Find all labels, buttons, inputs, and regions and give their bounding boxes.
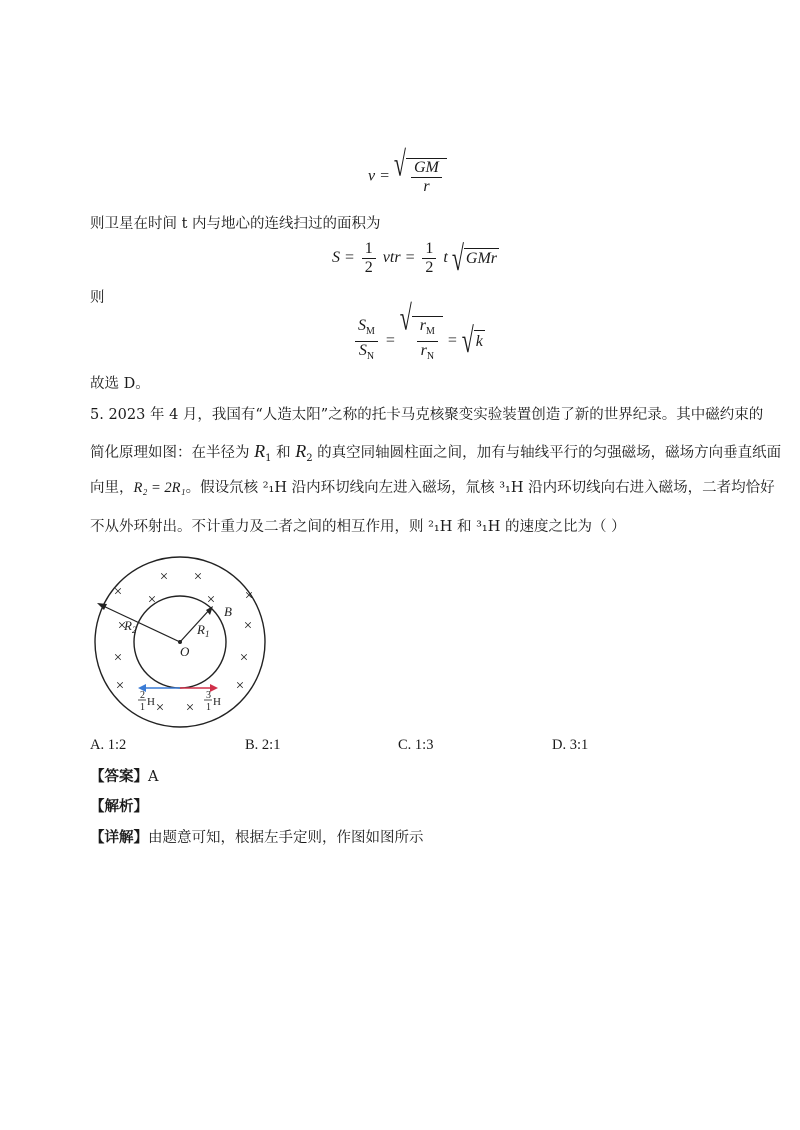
analysis-line — [90, 797, 148, 817]
label-r2: $R_2$ — [124, 618, 137, 635]
formula-s-f2-num: 1 — [422, 240, 436, 259]
question-line-1: 5. 2023 年 4 月，我国有“人造太阳”之称的托卡马克核聚变实验装置创造了新的世界纪录。其中磁约束的 — [90, 407, 764, 423]
svg-text:3: 3 — [206, 690, 211, 701]
formula-sm: S — [358, 316, 366, 334]
formula-s-t: t — [443, 249, 448, 267]
tritium-arrowhead — [210, 684, 218, 692]
deuterium-symbol: ²₁H — [262, 480, 287, 496]
sqrt-icon: √ k — [461, 320, 483, 361]
cross-mark: × — [193, 569, 203, 585]
formula-s-mid: vtr = — [382, 249, 416, 267]
option-c: C. 1:3 — [398, 737, 434, 753]
label-o: O — [180, 644, 190, 659]
question-line-2: 简化原理如图：在半径为 $R_1$ 和 $R_2$ 的真空同轴圆柱面之间，加有与轴线平行的匀强磁场，磁场方向垂直纸面 — [90, 441, 782, 464]
cross-mark: × — [185, 700, 195, 716]
formula-ratio-eq1: = — [384, 331, 396, 349]
sqrt-icon: √ $\frac{GM}{r}$ — [394, 158, 447, 196]
svg-text:H: H — [147, 696, 155, 708]
formula-v-lhs: v = — [368, 167, 390, 185]
svg-text:H: H — [213, 696, 221, 708]
option-b: B. 2:1 — [245, 737, 281, 753]
formula-ratio — [352, 297, 485, 366]
sqrt-icon: √ GMr — [451, 237, 498, 278]
detail-text: 由题意可知，根据左手定则，作图如图所示 — [148, 830, 424, 846]
svg-text:2: 2 — [140, 690, 145, 701]
radius-r2-line — [99, 604, 180, 642]
answer-value: A — [148, 769, 159, 785]
cross-mark: × — [115, 678, 125, 694]
cross-mark: × — [243, 618, 253, 634]
cross-mark: × — [113, 584, 123, 600]
formula-sn-sub: N — [366, 350, 375, 362]
formula-s-f2-den: 2 — [425, 259, 434, 276]
deuterium-label — [138, 690, 155, 713]
cross-mark: × — [147, 592, 157, 608]
r1-symbol: R — [254, 441, 266, 461]
svg-text:1: 1 — [206, 702, 211, 713]
question-line-4: 不从外环射出。不计重力及二者之间的相互作用，则 ²₁H 和 ³₁H 的速度之比为（ ） — [90, 519, 626, 535]
label-r1: $R_1$ — [197, 622, 210, 639]
cross-mark: × — [117, 618, 127, 634]
formula-rn: r — [420, 342, 427, 360]
formula-s-f1-den: 2 — [364, 259, 373, 276]
detail-tag: 【详解】 — [90, 829, 148, 846]
question-line-3: 向里，R₂ = 2R₁。假设氘核 ²₁H 沿内环切线向左进入磁场，氚核 ³₁H 沿内环切线向右进入磁场，二者均恰好 — [90, 480, 775, 496]
cross-mark: × — [239, 650, 249, 666]
label-b: B — [224, 604, 232, 619]
radius-relation: R₂ = 2R₁ — [133, 480, 186, 496]
tritium-symbol: ³₁H — [499, 480, 524, 496]
answer-tag: 【答案】 — [90, 768, 148, 785]
cross-mark: × — [159, 569, 169, 585]
area-intro-text: 则卫星在时间 t 内与地心的连线扫过的面积为 — [90, 216, 381, 232]
detail-line — [90, 828, 424, 848]
formula-rn-sub: N — [426, 351, 435, 363]
option-a: A. 1:2 — [90, 737, 127, 753]
tritium-label — [204, 690, 221, 713]
formula-velocity — [368, 143, 447, 196]
answer-line — [90, 767, 158, 787]
cross-mark: × — [206, 592, 216, 608]
cross-mark: × — [155, 700, 165, 716]
formula-sn: S — [358, 341, 367, 359]
formula-ratio-k: k — [474, 330, 485, 352]
sqrt-icon: √ $\frac{r_M}{r_N}$ — [400, 316, 443, 366]
formula-s-rad: GMr — [464, 248, 499, 270]
choose-text: 故选 D。 — [90, 376, 150, 392]
formula-sm-sub: M — [366, 325, 375, 337]
formula-v-den: r — [423, 178, 430, 195]
cross-mark: × — [113, 650, 123, 666]
r2-symbol: R — [295, 441, 307, 461]
svg-text:1: 1 — [140, 702, 145, 713]
formula-s-lhs: S = — [332, 249, 355, 267]
cross-mark: × — [244, 588, 254, 604]
formula-ratio-eq2: = — [446, 331, 458, 349]
then-text: 则 — [90, 290, 105, 306]
magnetic-field-diagram — [80, 552, 300, 732]
formula-rm-sub: M — [426, 326, 435, 338]
cross-mark: × — [235, 678, 245, 694]
analysis-tag: 【解析】 — [90, 798, 148, 815]
formula-s-f1-num: 1 — [362, 240, 376, 259]
formula-area — [332, 237, 499, 278]
option-d: D. 3:1 — [552, 737, 589, 753]
formula-v-num: GM — [411, 159, 442, 178]
formula-rm: r — [419, 317, 427, 334]
